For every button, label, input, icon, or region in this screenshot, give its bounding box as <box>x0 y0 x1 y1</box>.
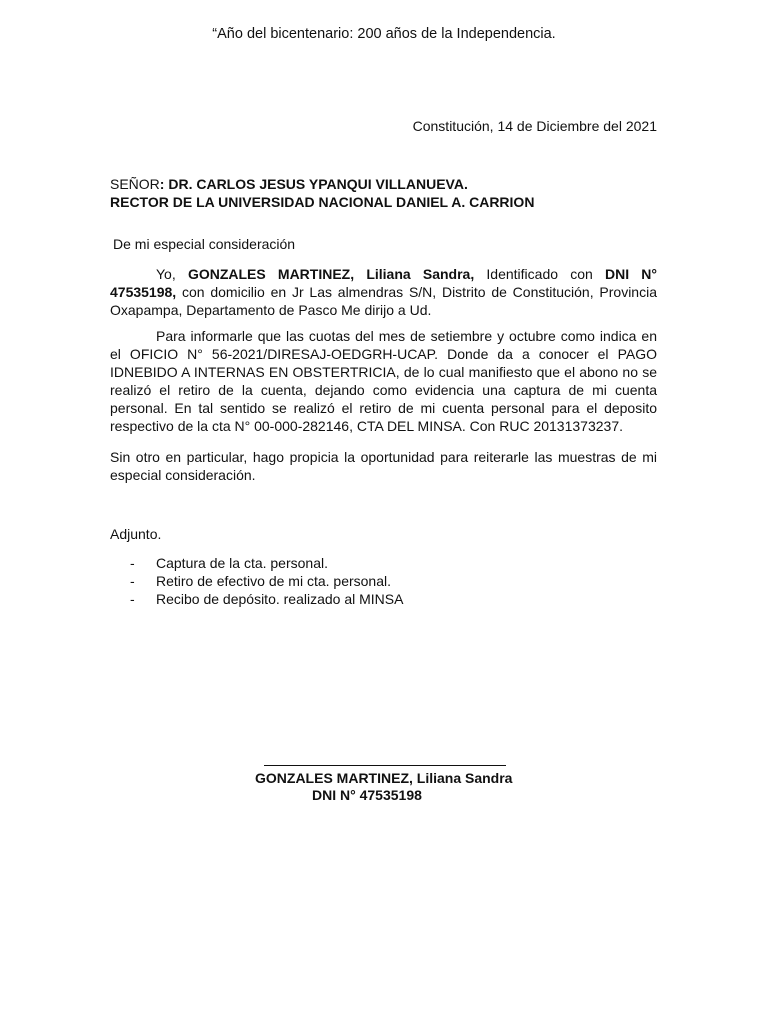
list-item <box>130 554 403 572</box>
paragraph-body: Para informarle que las cuotas del mes de setiembre y octubre como indica en el OFICIO N° 56-2021/DIRESAJ-OEDGRH-UCAP. Donde da a conocer el PAGO IDNEBIDO A INTERNAS EN OBSTERTRICIA, de lo cual manifiesto que el abono no se realizó el retiro de la cuenta, dejando como evidencia una captura de mi cuenta personal. En tal sentido se realizó el retiro de mi cuenta personal para el deposito respectivo de la cta N° 00-000-282146, CTA DEL MINSA. Con RUC 20131373237. <box>110 328 657 434</box>
recipient-block <box>110 175 670 211</box>
list-item <box>130 572 403 590</box>
attachments-list <box>130 554 403 608</box>
intro-text-3: con domicilio en Jr Las almendras S/N, Distrito de Constitución, Provincia Oxapampa, Departamento de Pasco Me dirijo a Ud. <box>110 284 657 318</box>
greeting: De mi especial consideración <box>113 236 296 252</box>
header-motto: “Año del bicentenario: 200 años de la Independencia. <box>212 26 556 42</box>
signature-dni: DNI N° 47535198 <box>312 787 422 803</box>
attachments-label: Adjunto. <box>110 526 162 542</box>
paragraph-introduction <box>110 265 657 319</box>
recipient-name: : DR. CARLOS JESUS YPANQUI VILLANUEVA. <box>159 176 468 192</box>
signature-line <box>264 765 506 766</box>
attachment-text: Recibo de depósito. realizado al MINSA <box>156 591 404 607</box>
paragraph-closing: Sin otro en particular, hago propicia la oportunidad para reiterarle las muestras de mi especial consideración. <box>110 449 657 483</box>
recipient-name-line <box>110 175 670 193</box>
sender-name: GONZALES MARTINEZ, Liliana Sandra, <box>187 266 475 282</box>
recipient-prefix: SEÑOR <box>110 176 160 192</box>
list-item <box>130 590 403 608</box>
sender-dni: DNI N° 47535198, <box>110 266 657 300</box>
signature-name: GONZALES MARTINEZ, Liliana Sandra <box>255 770 513 786</box>
attachment-text: Captura de la cta. personal. <box>156 555 328 571</box>
bullet-dash: - <box>130 591 135 607</box>
recipient-title: RECTOR DE LA UNIVERSIDAD NACIONAL DANIEL A. CARRION <box>110 194 535 210</box>
intro-text-2: Identificado con <box>474 266 605 282</box>
bullet-dash: - <box>130 573 135 589</box>
attachment-text: Retiro de efectivo de mi cta. personal. <box>156 573 392 589</box>
date-line: Constitución, 14 de Diciembre del 2021 <box>412 118 657 134</box>
bullet-dash: - <box>130 555 135 571</box>
intro-text-1: Yo, <box>156 266 188 282</box>
